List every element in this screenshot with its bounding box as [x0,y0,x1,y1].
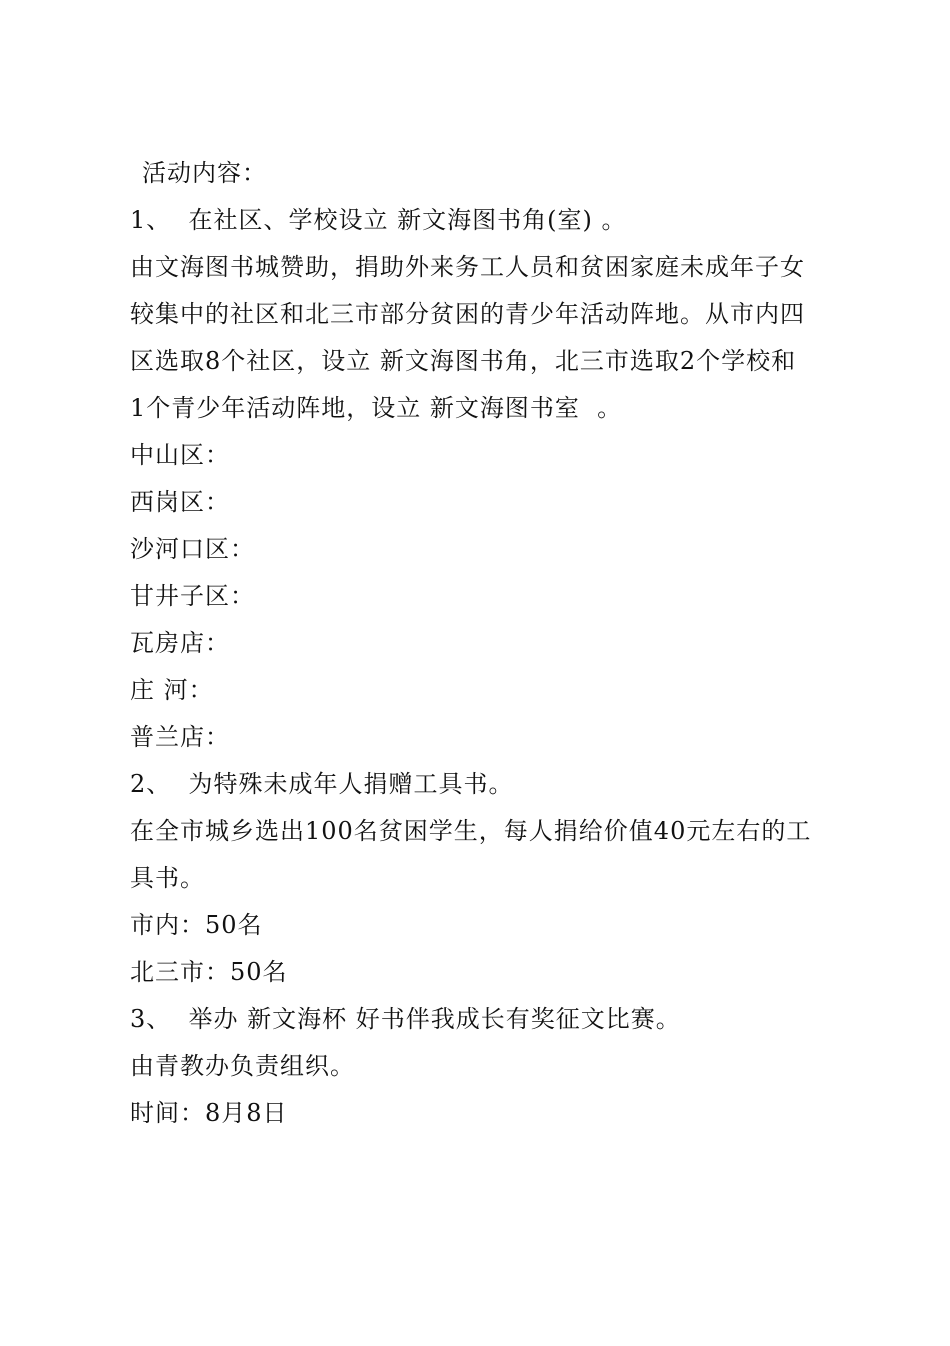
item-1-paragraph-line-1: 由文海图书城赞助，捐助外来务工人员和贫困家庭未成年子女 [130,253,805,281]
item-1-paragraph-line-3: 区选取8个社区，设立 新文海图书角，北三市选取2个学校和 [130,347,797,375]
section-heading-activity-content: 活动内容： [142,159,267,187]
item-1-paragraph-line-4: 1个青少年活动阵地，设立 新文海图书室 。 [130,394,623,422]
item-2-paragraph-line-1: 在全市城乡选出100名贫困学生，每人捐给价值40元左右的工 [130,817,812,845]
item-3-date: 时间：8月8日 [130,1099,288,1127]
document-body [130,150,830,1137]
district-ganjingzi: 甘井子区： [130,582,255,610]
item-3-organizer: 由青教办负责组织。 [130,1052,355,1080]
item-1-paragraph-line-2: 较集中的社区和北三市部分贫困的青少年活动阵地。从市内四 [130,300,805,328]
item-2-paragraph-line-2: 具书。 [130,864,205,892]
district-zhongshan: 中山区： [130,441,230,469]
district-wafangdian: 瓦房店： [130,629,230,657]
district-zhuanghe: 庄 河： [130,676,214,704]
item-2-heading: 2、 为特殊未成年人捐赠工具书。 [130,770,514,798]
item-3-heading: 3、 举办 新文海杯 好书伴我成长有奖征文比赛。 [130,1005,681,1033]
district-xigang: 西岗区： [130,488,230,516]
quota-beisan: 北三市：50名 [130,958,288,986]
item-1-heading: 1、 在社区、学校设立 新文海图书角(室) 。 [130,206,627,234]
quota-city: 市内：50名 [130,911,263,939]
district-shahekou: 沙河口区： [130,535,255,563]
district-pulandian: 普兰店： [130,723,230,751]
